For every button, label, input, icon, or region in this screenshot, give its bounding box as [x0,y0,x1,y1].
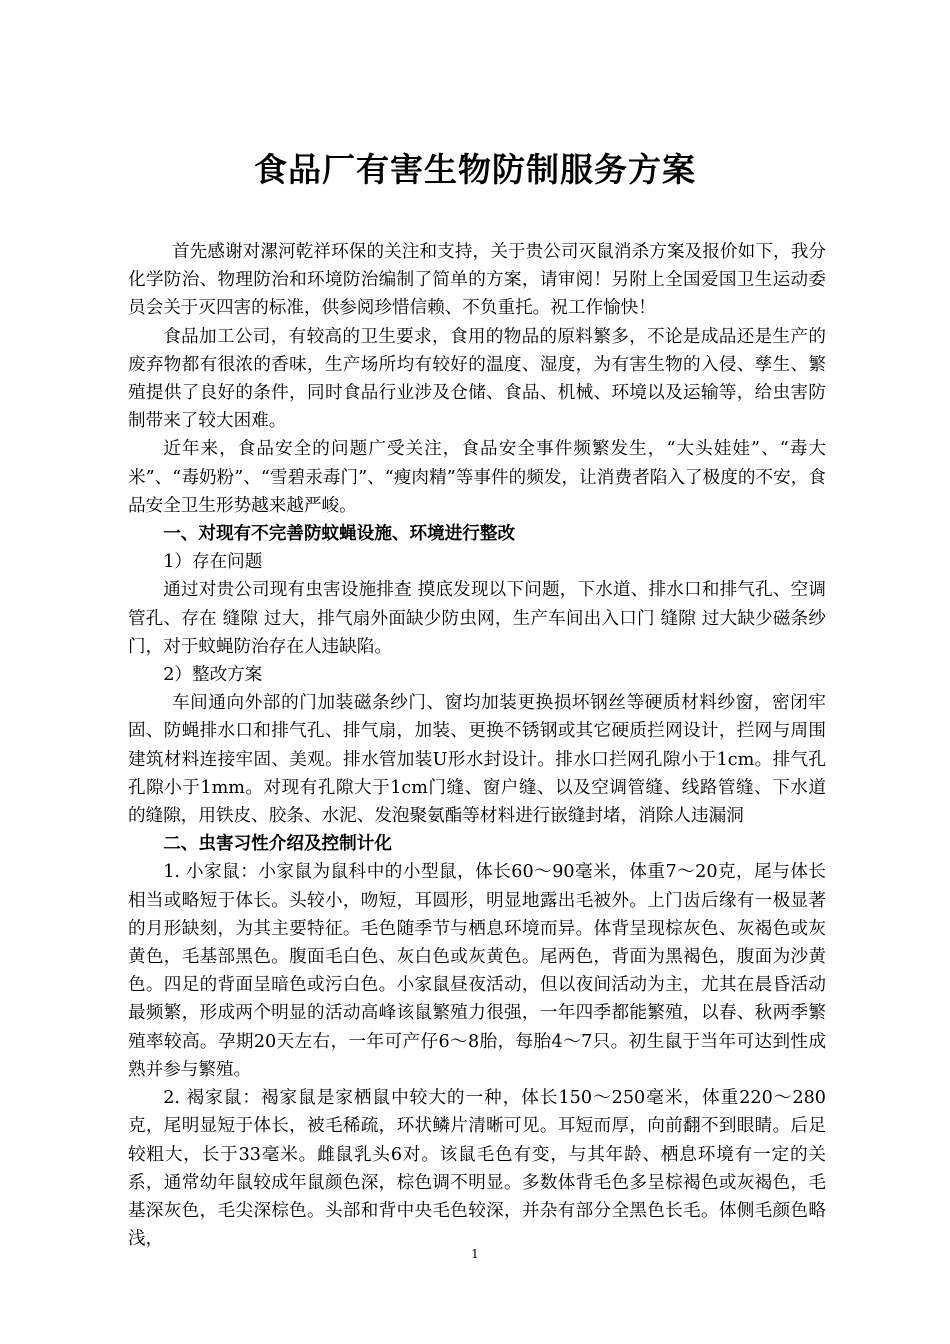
section-heading-2: 二、虫害习性介绍及控制计化 [163,834,392,855]
brown-rat-paragraph: 2. 褐家鼠：褐家鼠是家栖鼠中较大的一种，体长150～250毫米，体重220～280克，尾明显短于体长，被毛稀疏，环状鳞片清晰可见。耳短而厚，向前翻不到眼睛。后足较粗大，长于33毫米。雌鼠乳头6对。该鼠毛色有变，与其年龄、栖息环境有一定的关系，通常幼年鼠较成年鼠颜色深，棕色调不明显。多数体背毛色多呈棕褐色或灰褐色，毛基深灰色，毛尖深棕色。头部和背中央毛色较深，并杂有部分全黑色长毛。体侧毛颜色略浅， [128,1088,826,1250]
page-number: 1 [471,1247,479,1261]
food-safety-paragraph: 近年来，食品安全的问题广受关注，食品安全事件频繁发生，“大头娃娃”、“毒大米”、“毒奶粉”、“雪碧汞毒门”、“瘦肉精”等事件的频发，让消费者陷入了极度的不安，食品安全卫生形势越来越严峻。 [128,439,826,516]
document-body [128,238,826,1253]
subsection-existing-problems: 1）存在问题 [163,552,263,573]
problems-paragraph: 通过对贵公司现有虫害设施排查 摸底发现以下问题，下水道、排水口和排气孔、空调管孔、存在 缝隙 过大，排气扇外面缺少防虫网，生产车间出入口门 缝隙 过大缺少磁条纱门，对于蚊蝇防治存在人违缺陷。 [128,580,826,657]
food-company-paragraph: 食品加工公司，有较高的卫生要求，食用的物品的原料繁多，不论是成品还是生产的废弃物都有很浓的香味，生产场所均有较好的温度、湿度，为有害生物的入侵、孳生、繁殖提供了良好的条件，同时食品行业涉及仓储、食品、机械、环境以及运输等，给虫害防制带来了较大困难。 [128,326,826,432]
document-title: 食品厂有害生物防制服务方案 [254,150,696,189]
rectification-paragraph: 车间通向外部的门加装磁条纱门、窗均加装更换损坏钢丝等硬质材料纱窗，密闭牢固、防蝇排水口和排气孔、排气扇，加装、更换不锈钢或其它硬质拦网设计，拦网与周围建筑材料连接牢固、美观。排水管加装U形水封设计。排水口拦网孔隙小于1cm。排气孔孔隙小于1mm。对现有孔隙大于1cm门缝、窗户缝、以及空调管缝、线路管缝、下水道的缝隙，用铁皮、胶条、水泥、发泡聚氨酯等材料进行嵌缝封堵，消除人违漏洞 [128,693,826,827]
subsection-rectification-plan: 2）整改方案 [163,665,263,686]
house-mouse-paragraph: 1. 小家鼠：小家鼠为鼠科中的小型鼠，体长60～90毫米，体重7～20克，尾与体长相当或略短于体长。头较小，吻短，耳圆形，明显地露出毛被外。上门齿后缘有一极显著的月形缺刻，为其主要特征。毛色随季节与栖息环境而异。体背呈现棕灰色、灰褐色或灰黄色，毛基部黑色。腹面毛白色、灰白色或灰黄色。尾两色，背面为黑褐色，腹面为沙黄色。四足的背面呈暗色或污白色。小家鼠昼夜活动，但以夜间活动为主，尤其在晨昏活动最频繁，形成两个明显的活动高峰该鼠繁殖力很强，一年四季都能繁殖，以春、秋两季繁殖率较高。孕期20天左右，一年可产仔6～8胎，每胎4～7只。初生鼠于当年可达到性成熟并参与繁殖。 [128,862,826,1080]
intro-paragraph: 首先感谢对漯河乾祥环保的关注和支持，关于贵公司灭鼠消杀方案及报价如下，我分化学防治、物理防治和环境防治编制了简单的方案，请审阅！另附上全国爱国卫生运动委员会关于灭四害的标准，供参阅珍惜信赖、不负重托。祝工作愉快！ [128,242,826,319]
section-heading-1: 一、对现有不完善防蚊蝇设施、环境进行整改 [163,524,516,545]
